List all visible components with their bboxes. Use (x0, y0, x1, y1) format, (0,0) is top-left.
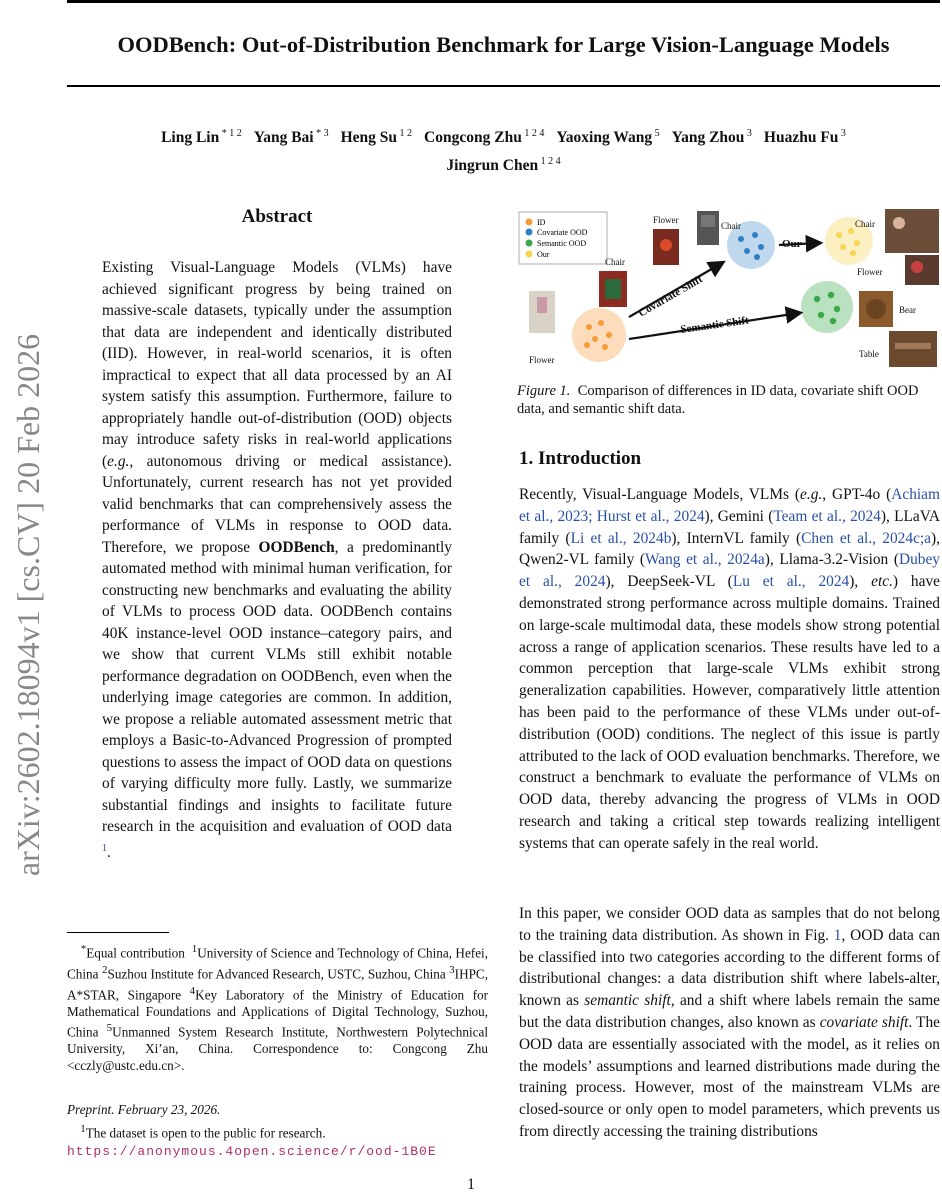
abstract-heading: Abstract (241, 206, 313, 227)
author-affiliation-marker: 3 (744, 128, 752, 139)
label-semantic-shift: Semantic Shift (679, 314, 750, 336)
author-affiliation-marker: 1 2 4 (521, 128, 545, 139)
intro-paragraph-2: In this paper, we consider OOD data as samples that do not belong to the training data distribution. As shown in Fig. 1, OOD data can be classified into two categories according to the different forms of distributional changes: a data distribution shift where labels-alter, known as semantic shift, and a shift where labels remain the same but the data distribution changes, also known as covariate shift. The OOD data are essentially associated with the model, as it relies on the models’ assumptions and learned distributions made during the training process. However, most of the mainstream VLMs are closed-source or only open to model parameters, which prevents us from directly accessing the training distributions (519, 905, 940, 1140)
intro-paragraph-1: Recently, Visual-Language Models, VLMs (e.g., GPT-4o (Achiam et al., 2023; Hurst et al., 2024), Gemini (Team et al., 2024), LLaVA family (Li et al., 2024b), InternVL family (Chen et al., 2024c;a), Qwen2-VL family (Wang et al., 2024a), Llama-3.2-Vision (Dubey et al., 2024), DeepSeek-VL (Lu et al., 2024), etc.) have demonstrated strong performance across multiple domains. Trained on large-scale multimodal data, these models show strong potential across a range of application scenarios. These results have led to a common perception that large-scale VLMs exhibit strong generalization capabilities. However, comparatively little attention has been paid to the performance of these VLMs under out-of-distribution (OOD) conditions. The neglect of this issue is partly attributed to the lack of OOD evaluation benchmarks. Therefore, we construct a benchmark to evaluate the performance of VLMs on OOD data, thereby advancing the progress of VLMs in OOD research and taking a critical step towards realizing intelligent systems that can operate safely in the real world. (519, 486, 940, 852)
label-flower-top: Flower (653, 215, 679, 225)
author-name: Yang Zhou $^3$ (671, 128, 752, 147)
label-bear: Bear (899, 305, 916, 315)
legend-dot-id (526, 219, 533, 226)
author-name: Heng Su $^{1 2}$ (340, 128, 413, 147)
section-heading-introduction: 1. Introduction (519, 448, 642, 469)
legend-label-semantic: Semantic OOD (537, 239, 587, 248)
citation-link[interactable]: Lu et al., 2024 (732, 573, 850, 591)
citation-link[interactable]: Li et al., 2024b (570, 529, 672, 547)
legend-dot-covariate (526, 229, 533, 236)
citation-link[interactable]: Dubey et al., 2024 (519, 551, 940, 591)
label-chair-top: Chair (721, 221, 741, 231)
author-name: Ling Lin $^{* 1 2}$ (161, 128, 242, 147)
label-chair-left: Chair (605, 257, 625, 267)
title-rule-bottom (67, 85, 940, 87)
label-chair-right: Chair (855, 219, 875, 229)
author-affiliation-marker: * 3 (313, 128, 329, 139)
citation-link[interactable]: Team et al., 2024 (773, 507, 881, 525)
affiliation-footnotes: *Equal contribution $^1$University of Science and Technology of China, Hefei, China $^2$Suzhou Institute for Advanced Research, USTC, Suzhou, China $^3$IHPC, A*STAR, Singapore $^4$Key Laboratory of the Ministry of Education for Mathematical Foundations and Applications of Digital Technology, Suzhou, China $^5$Unmanned System Research Institute, Northwestern Polytechnical University, Xi’an, China. Correspondence to: Congcong Zhu <cczly@ustc.edu.cn>. (67, 943, 489, 1073)
dataset-footnote: $^1$The dataset is open to the public for research. https://anonymous.4open.science/r/ood-1B0E (67, 1123, 437, 1160)
footnote-marker[interactable]: 1 (102, 842, 107, 854)
author-name: Yaoxing Wang $^5$ (556, 128, 660, 147)
people-chair-image (885, 209, 939, 253)
semantic-cluster (801, 281, 853, 333)
author-name: Congcong Zhu $^{1 2 4}$ (424, 128, 545, 147)
paper-title: OODBench: Out-of-Distribution Benchmark for Large Vision-Language Models (117, 32, 890, 57)
legend-box (519, 212, 607, 264)
dataset-link[interactable]: https://anonymous.4open.science/r/ood-1B0E (67, 1144, 437, 1160)
abstract-body: Existing Visual-Language Models (VLMs) have achieved significant progress by being trained on massive-scale datasets, typically under the assumption that data are independent and identically distributed (IID). However, in real-world scenarios, it is often impractical to expect that all data processed by an AI system satisfy this assumption. Furthermore, failure to appropriately handle out-of-distribution (OOD) objects may introduce safety risks in real-world applications (e.g., autonomous driving or medical assistance). Unfortunately, current research has not yet provided valid benchmarks that can comprehensively assess the performance of VLMs in response to OOD data. Therefore, we propose OODBench, a predominantly automated method with minimal human verification, for constructing new benchmarks and evaluating the ability of VLMs to process OOD data. OODBench contains 40K instance-level OOD instance–category pairs, and we show that current VLMs still exhibit notable performance degradation on OODBench, even when the underlying image categories are common. In addition, we propose a reliable automated assessment metric that employs a Basic-to-Advanced Progression of prompted questions to assess the impact of OOD data on questions of varying difficulty more fully. Lastly, we summarize substantial findings and insights to facilitate future research in the acquisition and evaluation of OOD data $^1$. (102, 259, 452, 861)
legend-label-covariate: Covariate OOD (537, 228, 588, 237)
title-rule-top (67, 0, 940, 3)
legend-dot-our (526, 251, 533, 258)
author-affiliation-marker: 1 2 (397, 128, 413, 139)
label-covariate-shift: Covariate Shift (636, 273, 705, 320)
label-our: Our (782, 238, 802, 250)
figure-caption: Figure 1. Comparison of differences in ID data, covariate shift OOD data, and semantic shift data. (517, 383, 919, 417)
label-flower-bottom: Flower (529, 355, 555, 365)
author-affiliation-marker: 3 (838, 128, 846, 139)
author-name: Jingrun Chen $^{1 2 4}$ (446, 156, 561, 175)
citation-link[interactable]: Wang et al., 2024a (644, 551, 765, 569)
figure-1 (517, 205, 940, 370)
author-name: Huazhu Fu $^3$ (763, 128, 846, 147)
preprint-date: Preprint. February 23, 2026. (67, 1102, 221, 1117)
author-affiliation-marker: * 1 2 (219, 128, 242, 139)
arxiv-watermark: arXiv:2602.18094v1 [cs.CV] 20 Feb 2026 (10, 333, 46, 877)
footnote-rule (67, 932, 169, 933)
author-name: Yang Bai $^{* 3}$ (253, 128, 329, 147)
legend-label-id: ID (537, 218, 546, 227)
id-cluster (572, 308, 626, 362)
author-affiliation-marker: 1 2 4 (538, 156, 561, 168)
citation-link[interactable]: Chen et al., 2024c;a (801, 529, 932, 547)
legend-dot-semantic (526, 240, 533, 247)
label-table: Table (859, 349, 879, 359)
page-number: 1 (467, 1176, 475, 1193)
author-affiliation-marker: 5 (652, 128, 660, 139)
citation-link[interactable]: Achiam et al., 2023; Hurst et al., 2024 (519, 486, 940, 525)
legend-label-our: Our (537, 250, 550, 259)
author-list (67, 122, 940, 178)
label-flower-right: Flower (857, 267, 883, 277)
citation-link[interactable]: 1 (833, 926, 842, 944)
